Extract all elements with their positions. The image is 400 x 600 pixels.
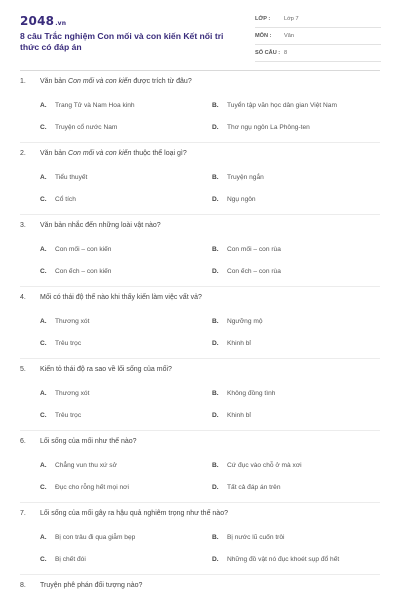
option-letter: A. xyxy=(40,390,47,397)
question-text xyxy=(20,222,380,229)
question-text xyxy=(20,294,380,301)
answer-option[interactable] xyxy=(40,318,89,325)
option-text: Bị con trâu đi qua giẫm bẹp xyxy=(55,534,136,541)
answer-option[interactable] xyxy=(212,484,281,491)
answer-option[interactable] xyxy=(212,534,284,541)
answer-option[interactable] xyxy=(212,268,281,275)
question-item xyxy=(0,366,400,438)
question-number: 6. xyxy=(20,438,26,445)
option-letter: D. xyxy=(212,412,219,419)
answer-option[interactable] xyxy=(212,174,264,181)
option-text: Tiểu thuyết xyxy=(55,174,88,181)
answer-option[interactable] xyxy=(212,102,337,109)
option-letter: C. xyxy=(40,196,47,203)
option-text: Chẳng vun thu xứ sở xyxy=(55,462,117,469)
answer-option[interactable] xyxy=(212,246,281,253)
option-letter: C. xyxy=(40,268,47,275)
option-letter: D. xyxy=(212,124,219,131)
answer-option[interactable] xyxy=(40,102,135,109)
option-letter: D. xyxy=(212,556,219,563)
answer-option[interactable] xyxy=(40,124,117,131)
question-text xyxy=(20,150,380,157)
answer-option[interactable] xyxy=(212,556,339,563)
header-divider xyxy=(20,70,380,71)
option-letter: A. xyxy=(40,246,47,253)
answer-option[interactable] xyxy=(212,124,310,131)
option-text: Những đồ vật nó đục khoét sụp đổ hết xyxy=(227,556,340,563)
option-letter: B. xyxy=(212,102,219,109)
answer-option[interactable] xyxy=(40,268,111,275)
meta-row xyxy=(255,48,381,62)
option-text: Thương xót xyxy=(55,390,90,397)
question-number: 1. xyxy=(20,78,26,85)
option-letter: B. xyxy=(212,390,219,397)
option-letter: A. xyxy=(40,174,47,181)
question-number: 2. xyxy=(20,150,26,157)
question-text-part: Kiến tỏ thái độ ra sao về lối sống của mối? xyxy=(40,366,172,373)
question-item xyxy=(0,78,400,150)
question-text-part: Truyện phê phán đối tượng nào? xyxy=(40,582,143,589)
page-title: 8 câu Trắc nghiệm Con mối và con kiến Kết nối tri thức có đáp án xyxy=(20,31,224,52)
option-letter: C. xyxy=(40,340,47,347)
option-letter: D. xyxy=(212,484,219,491)
option-text: Ngưỡng mộ xyxy=(227,318,263,325)
option-text: Đục cho rỗng hết mọi nơi xyxy=(55,484,129,491)
option-letter: C. xyxy=(40,556,47,563)
question-divider xyxy=(20,574,380,575)
option-letter: D. xyxy=(212,340,219,347)
answer-option[interactable] xyxy=(212,318,263,325)
question-divider xyxy=(20,358,380,359)
question-item xyxy=(0,582,400,600)
answer-option[interactable] xyxy=(40,556,86,563)
meta-label: LỚP : xyxy=(255,16,271,22)
question-number: 4. xyxy=(20,294,26,301)
answer-option[interactable] xyxy=(212,390,275,397)
option-letter: B. xyxy=(212,174,219,181)
answer-option[interactable] xyxy=(212,196,256,203)
option-letter: C. xyxy=(40,412,47,419)
option-text: Thơ ngụ ngôn La Phông-ten xyxy=(227,124,310,131)
meta-value: Văn xyxy=(284,33,294,39)
question-list xyxy=(0,78,400,600)
answer-option[interactable] xyxy=(40,246,111,253)
option-letter: A. xyxy=(40,534,47,541)
question-text-part: Mối có thái độ thế nào khi thấy kiến làm việc vất vả? xyxy=(40,294,202,301)
option-text: Khinh bỉ xyxy=(227,340,251,347)
question-text xyxy=(20,78,380,85)
question-divider xyxy=(20,142,380,143)
answer-option[interactable] xyxy=(40,390,89,397)
question-divider xyxy=(20,214,380,215)
question-item xyxy=(0,150,400,222)
quiz-header xyxy=(0,0,400,68)
answer-option[interactable] xyxy=(40,340,81,347)
option-text: Cứ đục vào chỗ ở mà xơi xyxy=(227,462,302,469)
question-text xyxy=(20,510,380,517)
option-text: Trêu trọc xyxy=(55,412,82,419)
answer-option[interactable] xyxy=(212,412,251,419)
question-text-part: thuộc thể loại gì? xyxy=(131,150,187,157)
question-text xyxy=(20,438,380,445)
option-text: Trêu trọc xyxy=(55,340,82,347)
question-item xyxy=(0,222,400,294)
meta-label: MÔN : xyxy=(255,33,272,39)
option-letter: A. xyxy=(40,102,47,109)
meta-value: Lớp 7 xyxy=(284,16,299,22)
answer-option[interactable] xyxy=(212,462,302,469)
option-letter: D. xyxy=(212,196,219,203)
option-text: Truyện ngắn xyxy=(227,174,264,181)
question-number: 8. xyxy=(20,582,26,589)
option-text: Truyện cổ nước Nam xyxy=(55,124,118,131)
question-text-part: Lối sống của mối như thế nào? xyxy=(40,438,137,445)
question-divider xyxy=(20,430,380,431)
question-item xyxy=(0,294,400,366)
option-letter: A. xyxy=(40,462,47,469)
answer-option[interactable] xyxy=(40,534,135,541)
option-text: Ngụ ngôn xyxy=(227,196,256,203)
question-item xyxy=(0,510,400,582)
meta-row xyxy=(255,14,381,28)
option-text: Cổ tích xyxy=(55,196,76,203)
option-text: Bị chết đói xyxy=(55,556,86,563)
option-text: Thương xót xyxy=(55,318,90,325)
option-text: Khinh bỉ xyxy=(227,412,251,419)
option-text: Trang Tử và Nam Hoa kinh xyxy=(55,102,135,109)
meta-row xyxy=(255,31,381,45)
question-title-italic: Con mối và con kiến xyxy=(68,78,132,85)
option-letter: A. xyxy=(40,318,47,325)
question-divider xyxy=(20,502,380,503)
option-letter: B. xyxy=(212,318,219,325)
option-text: Tất cả đáp án trên xyxy=(227,484,281,491)
question-text-part: Văn bản xyxy=(40,78,69,85)
answer-option[interactable] xyxy=(40,174,87,181)
option-letter: D. xyxy=(212,268,219,275)
question-item xyxy=(0,438,400,510)
option-letter: B. xyxy=(212,246,219,253)
quiz-meta-info xyxy=(255,14,381,65)
meta-value: 8 xyxy=(284,50,288,56)
question-text xyxy=(20,366,380,373)
answer-option[interactable] xyxy=(40,196,76,203)
option-text: Con mối – con kiến xyxy=(55,246,112,253)
option-text: Bị nước lũ cuốn trôi xyxy=(227,534,285,541)
answer-option[interactable] xyxy=(40,462,117,469)
question-title-italic: Con mối và con kiến xyxy=(68,150,132,157)
question-text-part: Văn bản xyxy=(40,150,69,157)
option-letter: B. xyxy=(212,534,219,541)
question-text-part: được trích từ đâu? xyxy=(131,78,192,85)
option-letter: C. xyxy=(40,124,47,131)
site-logo[interactable]: 2048.vn xyxy=(20,14,67,28)
question-number: 5. xyxy=(20,366,26,373)
option-text: Tuyển tập văn học dân gian Việt Nam xyxy=(227,102,337,109)
question-text-part: Văn bản nhắc đến những loài vật nào? xyxy=(40,222,161,229)
meta-label: SỐ CÂU : xyxy=(255,50,281,56)
question-number: 7. xyxy=(20,510,26,517)
option-text: Con mối – con rùa xyxy=(227,246,281,253)
option-text: Con ếch – con kiến xyxy=(55,268,112,275)
option-letter: C. xyxy=(40,484,47,491)
option-text: Không đồng tình xyxy=(227,390,276,397)
answer-option[interactable] xyxy=(212,340,251,347)
question-divider xyxy=(20,286,380,287)
answer-option[interactable] xyxy=(40,412,81,419)
option-text: Con ếch – con rùa xyxy=(227,268,281,275)
question-text xyxy=(20,582,380,589)
question-text-part: Lối sống của mối gây ra hậu quả nghiêm trọng như thế nào? xyxy=(40,510,228,517)
question-number: 3. xyxy=(20,222,26,229)
option-letter: B. xyxy=(212,462,219,469)
answer-option[interactable] xyxy=(40,484,129,491)
